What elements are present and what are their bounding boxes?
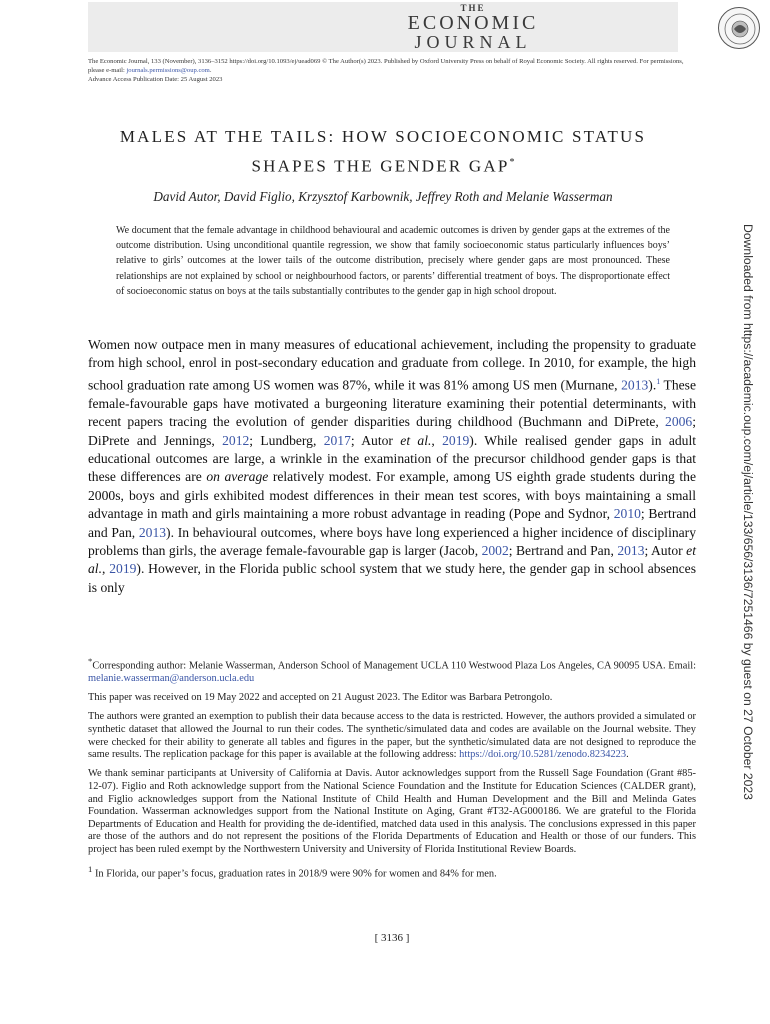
publication-info	[88, 57, 688, 84]
footnote-1	[88, 863, 696, 881]
author-email-link[interactable]: melanie.wasserman@anderson.ucla.edu	[88, 673, 255, 685]
body-segment: ,	[431, 432, 443, 448]
footnote-ref-1[interactable]: 1	[656, 376, 661, 386]
body-text	[88, 336, 696, 597]
citation-link[interactable]: 2010	[613, 506, 641, 522]
pubinfo-advance-access: Advance Access Publication Date: 25 August 2023	[88, 76, 223, 83]
body-segment: ).	[648, 377, 657, 393]
footnotes	[88, 655, 696, 888]
body-segment: ). While realised gender gaps in adult educational outcomes are large, a wrinkle in the examination of the precursor childhood gender gaps is that these differences are	[88, 432, 697, 485]
journal-banner	[88, 2, 678, 52]
acknowledgements-note: We thank seminar participants at University of California at Davis. Autor acknowledges support from the Russell Sage Foundation (Grant #85-12-07). Figlio and Roth acknowledge support from the National Science Foundation and the Institute for Education Sciences (CALDER grant), and Figlio acknowledges support from the National Institute of Child Health and Human Development and the Bill and Melinda Gates Foundation. Wasserman acknowledges support from the National Institute on Aging, Grant #T32-AG000186. We are grateful to the Florida Departments of Education and Health for providing the de-identified, matched data used in this analysis. The conclusions expressed in this paper are those of the authors and do not represent the positions of the Florida Departments of Education and Health or those of our funders. This project has been ruled exempt by the Northwestern University and University of Florida Institutional Review Boards.	[88, 768, 696, 855]
citation-link[interactable]: 2017	[323, 432, 351, 448]
citation-link[interactable]: 2006	[665, 414, 693, 430]
society-seal-icon	[718, 7, 760, 49]
replication-package-link[interactable]: https://doi.org/10.5281/zenodo.8234223	[459, 749, 627, 761]
article-title	[88, 124, 678, 180]
title-line-2	[88, 150, 678, 180]
body-segment: ; Autor	[644, 543, 687, 558]
pubinfo-line2-end: .	[209, 67, 212, 74]
corresponding-author-note	[88, 655, 696, 686]
pubinfo-line1: The Economic Journal, 133 (November), 3136–3152 https://doi.org/10.1093/ej/uead069 © The Author(s) 2023. Published by Oxford University Press on behalf of Royal Economic Society. All	[88, 58, 596, 65]
body-segment: These female-favourable gaps have motivated a burgeoning literature examining their potential determinants, with recent papers tracing the evolution of gender disparities during childhood (Buchmann and DiPrete,	[88, 377, 696, 430]
emphasis: on average	[206, 469, 269, 485]
body-segment: ; Autor	[350, 432, 401, 448]
footnote-text: In Florida, our paper’s focus, graduation rates in 2018/9 were 90% for women and 84% for men.	[94, 868, 497, 880]
download-watermark: Downloaded from https://academic.oup.com/ej/article/133/656/3136/7251466 by guest on 27 October 2023	[741, 224, 755, 800]
title-line-1: MALES AT THE TAILS: HOW SOCIOECONOMIC STATUS	[119, 127, 647, 146]
abstract: We document that the female advantage in childhood behavioural and academic outcomes is driven by gender gaps at the extremes of the outcome distribution. Using unconditional quantile regression, we show that family socioeconomic status particularly influences boys’ relative to girls’ outcomes at the lower tails of the outcome distribution, precisely where gender gaps are most pronounced. These relationships are not explained by school or neighbourhood factors, or parents’ differential treatment of boys. The disproportionate effect of socioeconomic status on boys at the tails substantially contributes to the gender gap in high school dropout.	[116, 225, 670, 297]
citation-link[interactable]: 2013	[617, 543, 645, 558]
citation-link[interactable]: 2002	[481, 543, 509, 558]
body-segment: ; Lundberg,	[249, 432, 324, 448]
footnote-mark: 1	[88, 864, 93, 875]
body-segment: Women now outpace men in many measures of educational achievement, including the propensity to graduate from high school, enrol in post-secondary education and graduate from college. In 2010, for example, the high school graduation rate among US women was 87%, while it was 81% among US men (Murnane,	[88, 337, 696, 393]
masthead-economic: ECONOMIC	[407, 12, 539, 34]
body-segment: relatively modest. For example, among US eighth grade students during the 2000s, boys and girls exhibited modest differences in their mean test scores, with boys maintaining a small advantage in math and girls maintaining a more robust advantage in reading (Pope and Sydnor,	[88, 469, 696, 522]
pubinfo-line2: rights reserved. For permissions, please e-mail:	[88, 58, 684, 74]
body-segment: ,	[101, 561, 110, 577]
body-segment: ; Bertrand and Pan,	[508, 543, 618, 558]
note-text: The authors were granted an exemption to publish their data because access to the data is restricted. However, the authors provided a simulated or synthetic dataset that allowed the Journal to run their codes. The synthetic/simulated data and codes are available on the Journal website. They were checked for their ability to generate all tables and figures in the paper, but the synthetic/simulated data are not designed to reproduce the same results. The replication package for this paper is available at the following address:	[88, 711, 696, 761]
permissions-email-link[interactable]: journals.permissions@oup.com	[126, 67, 210, 74]
citation-link[interactable]: 2013	[138, 524, 167, 540]
masthead-the: THE	[460, 3, 486, 13]
title-footnote-mark: *	[509, 157, 515, 168]
citation-link[interactable]: 2012	[222, 432, 250, 448]
citation-link[interactable]: 2019	[442, 432, 470, 448]
author-list: David Autor, David Figlio, Krzysztof Karbownik, Jeffrey Roth and Melanie Wasserman	[153, 189, 613, 204]
journal-masthead	[378, 4, 568, 51]
body-segment: ). However, in the Florida public school system that we study here, the gender gap in school absences is only	[88, 561, 697, 595]
body-segment: ; Bertrand and Pan,	[88, 506, 696, 540]
title-line-2-text: SHAPES THE GENDER GAP	[251, 156, 510, 176]
note-mark: *	[88, 656, 93, 666]
body-segment: ; DiPrete and Jennings,	[88, 414, 696, 448]
citation-link[interactable]: 2019	[109, 561, 137, 577]
note-text: .	[626, 749, 629, 761]
data-availability-note	[88, 711, 696, 761]
note-text: Corresponding author: Melanie Wasserman, Anderson School of Management UCLA 110 Westwood Plaza Los Angeles, CA 90095 USA. Email:	[92, 660, 696, 672]
masthead-journal: JOURNAL	[414, 32, 532, 52]
citation-link[interactable]: 2013	[621, 377, 649, 393]
et-al: et al.	[400, 432, 432, 448]
received-note: This paper was received on 19 May 2022 and accepted on 21 August 2023. The Editor was Barbara Petrongolo.	[88, 692, 553, 704]
page-number: [ 3136 ]	[374, 932, 410, 944]
et-al: et al.	[88, 543, 696, 577]
body-segment: ). In behavioural outcomes, where boys have long experienced a higher incidence of disciplinary problems than girls, the average female-favourable gap is larger (Jacob,	[88, 524, 696, 558]
